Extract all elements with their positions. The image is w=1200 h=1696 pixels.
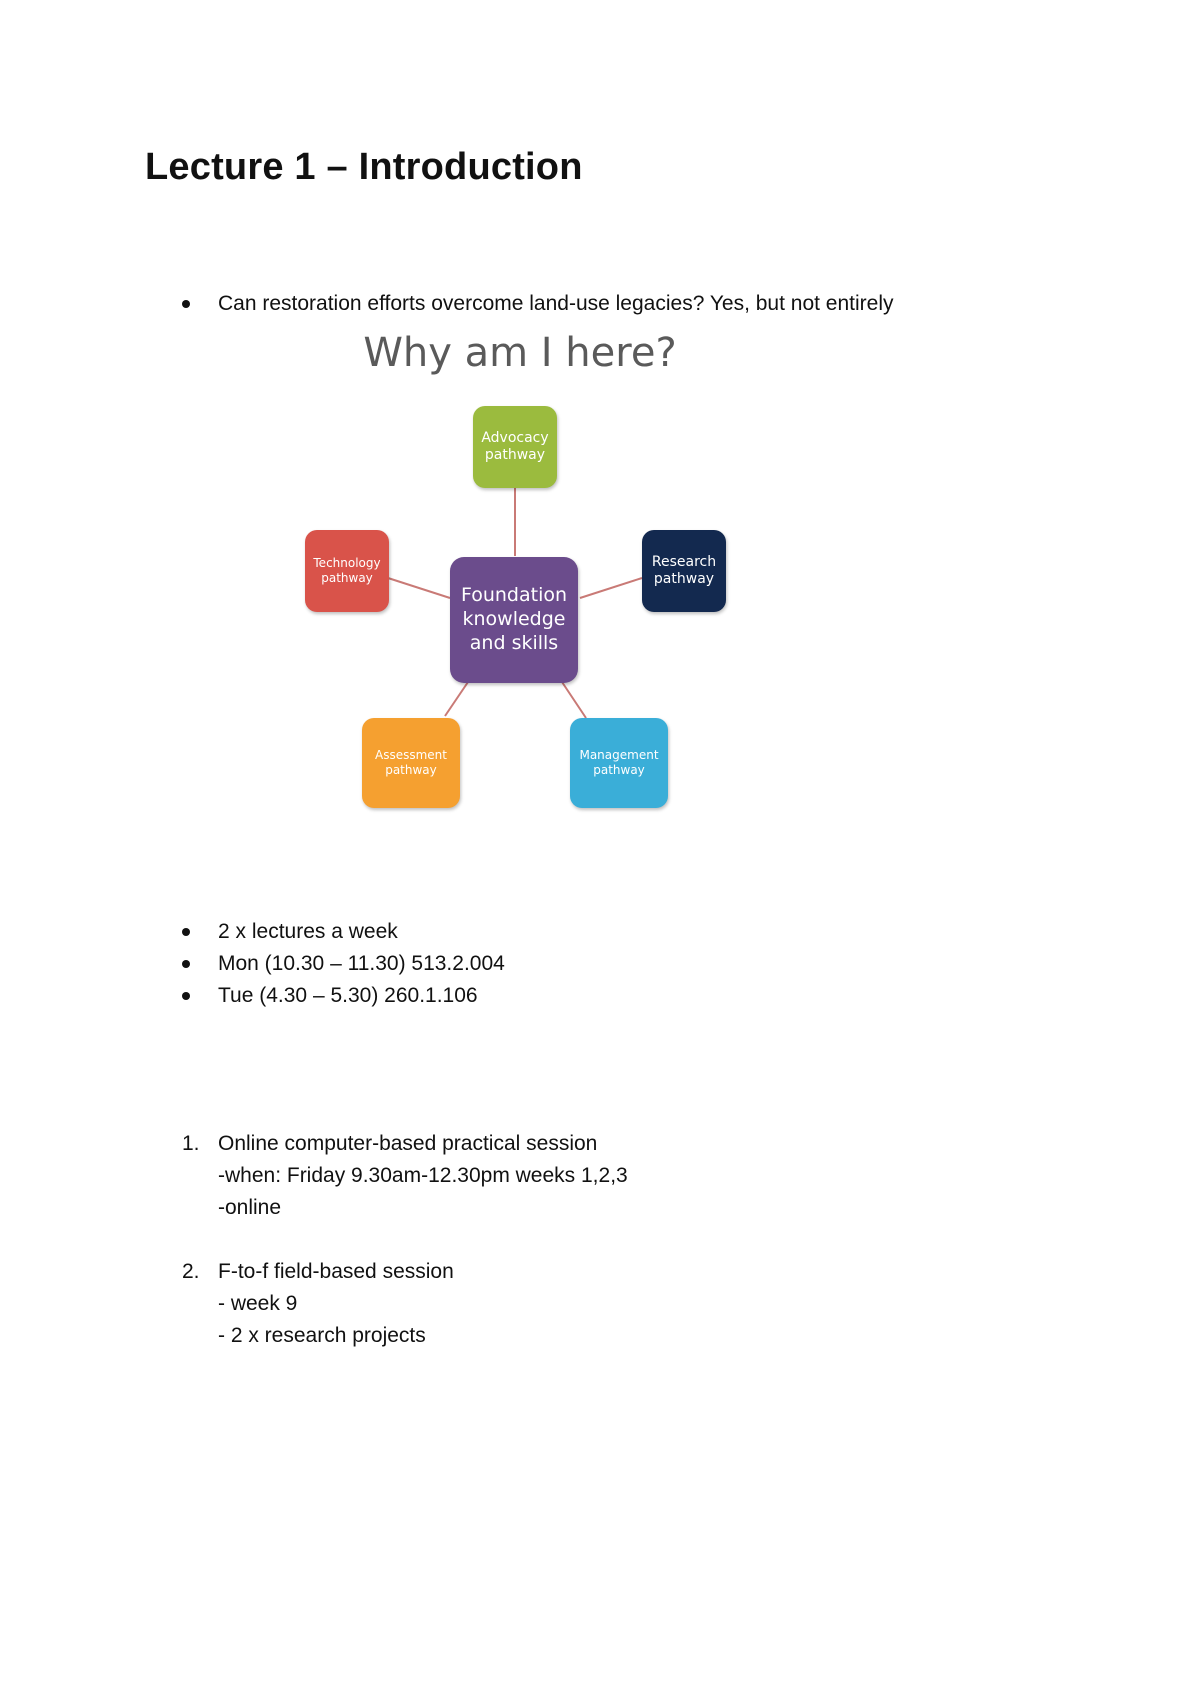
connector-technology (388, 578, 450, 598)
list-item-text: Mon (10.30 – 11.30) 513.2.004 (218, 952, 505, 975)
item-detail: - 2 x research projects (218, 1324, 426, 1347)
node-foundation (450, 557, 578, 683)
bullet-icon (182, 960, 190, 968)
list-item (182, 916, 505, 948)
item-number: 1. (182, 1132, 200, 1155)
node-technology-line2: pathway (321, 571, 373, 585)
schedule-bullet-list (182, 916, 505, 1012)
list-item (182, 288, 894, 320)
list-item (182, 948, 505, 980)
list-item-text: Can restoration efforts overcome land-use legacies? Yes, but not entirely (218, 292, 894, 315)
node-technology (305, 530, 389, 612)
item-heading: Online computer-based practical session (218, 1132, 598, 1155)
list-item-text: 2 x lectures a week (218, 920, 398, 943)
node-advocacy-line2: pathway (484, 447, 546, 463)
node-assessment-line1: Assessment (375, 748, 447, 762)
node-management (570, 718, 668, 808)
node-research (642, 530, 726, 612)
node-advocacy (473, 406, 557, 488)
node-foundation-line2: knowledge (462, 608, 566, 631)
node-foundation-line1: Foundation (460, 584, 568, 607)
item-number: 2. (182, 1260, 200, 1283)
node-technology-line1: Technology (313, 556, 381, 570)
diagram-title: Why am I here? (363, 330, 677, 376)
bullet-icon (182, 992, 190, 1000)
connector-research (580, 578, 642, 598)
numbered-item-2 (182, 1256, 454, 1352)
numbered-item-1 (182, 1128, 628, 1224)
node-management-line1: Management (579, 748, 659, 762)
node-research-line2: pathway (653, 571, 715, 587)
connector-assessment (445, 682, 468, 716)
list-item (182, 1256, 454, 1352)
node-research-line1: Research (651, 553, 717, 570)
node-management-line2: pathway (593, 763, 645, 777)
list-item (182, 980, 505, 1012)
bullet-icon (182, 928, 190, 936)
item-detail: - week 9 (218, 1292, 298, 1315)
intro-bullet-list (182, 288, 894, 320)
node-foundation-line3: and skills (469, 631, 559, 654)
node-assessment (362, 718, 460, 808)
page-title: Lecture 1 – Introduction (145, 146, 583, 188)
item-detail: -when: Friday 9.30am-12.30pm weeks 1,2,3 (218, 1164, 628, 1187)
item-heading: F-to-f field-based session (218, 1260, 454, 1283)
list-item (182, 1128, 628, 1224)
node-advocacy-line1: Advocacy (481, 429, 549, 446)
bullet-icon (182, 300, 190, 308)
list-item-text: Tue (4.30 – 5.30) 260.1.106 (218, 984, 478, 1007)
pathway-diagram (290, 330, 750, 820)
node-assessment-line2: pathway (385, 763, 437, 777)
item-detail: -online (218, 1196, 282, 1219)
connector-management (562, 682, 586, 718)
